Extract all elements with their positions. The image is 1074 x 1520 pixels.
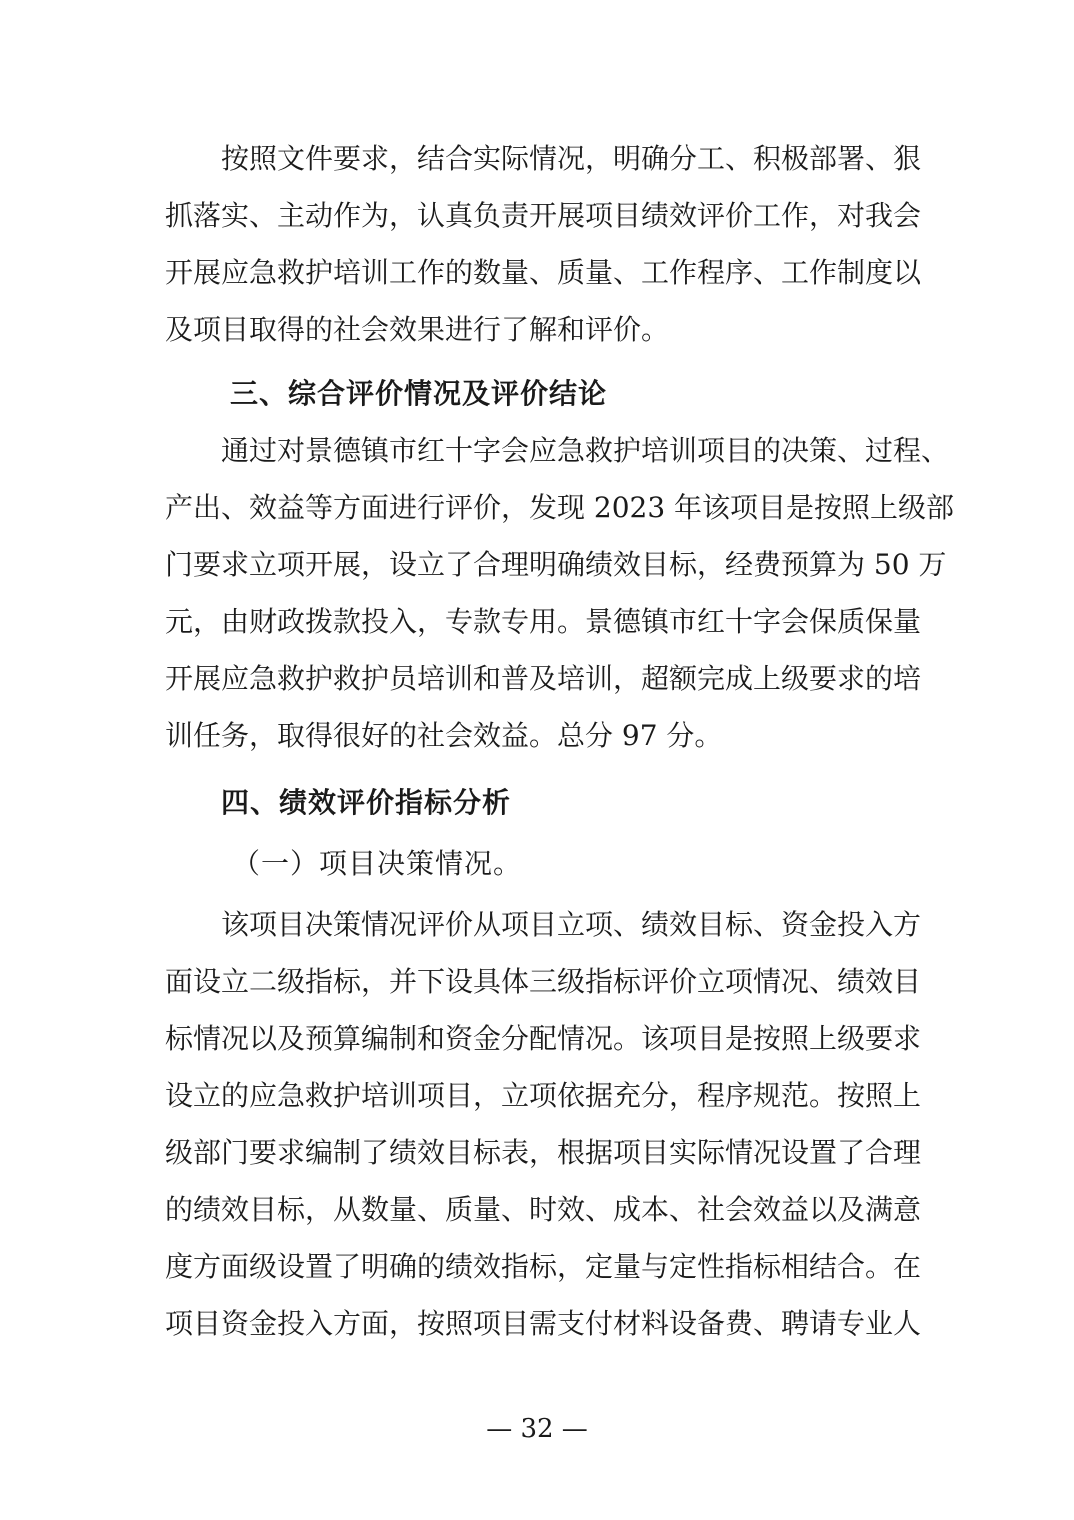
paragraph-line: 抓落实、主动作为，认真负责开展项目绩效评价工作，对我会 bbox=[165, 199, 922, 232]
paragraph-line: 该项目决策情况评价从项目立项、绩效目标、资金投入方 bbox=[221, 908, 922, 941]
paragraph-line: 项目资金投入方面，按照项目需支付材料设备费、聘请专业人 bbox=[165, 1307, 922, 1340]
page-number: — 32 — bbox=[486, 1414, 588, 1444]
paragraph-line: 产出、效益等方面进行评价，发现 2023 年该项目是按照上级部 bbox=[165, 491, 955, 524]
paragraph-line: 的绩效目标，从数量、质量、时效、成本、社会效益以及满意 bbox=[165, 1193, 922, 1226]
section-heading: 三、综合评价情况及评价结论 bbox=[230, 377, 608, 410]
subsection-heading: （一）项目决策情况。 bbox=[232, 847, 523, 880]
paragraph-line: 标情况以及预算编制和资金分配情况。该项目是按照上级要求 bbox=[165, 1022, 922, 1055]
paragraph-line: 训任务，取得很好的社会效益。总分 97 分。 bbox=[165, 719, 723, 752]
paragraph-line: 面设立二级指标，并下设具体三级指标评价立项情况、绩效目 bbox=[165, 965, 922, 998]
paragraph-line: 级部门要求编制了绩效目标表，根据项目实际情况设置了合理 bbox=[165, 1136, 922, 1169]
section-heading: 四、绩效评价指标分析 bbox=[221, 786, 512, 819]
paragraph-line: 及项目取得的社会效果进行了解和评价。 bbox=[165, 313, 670, 346]
paragraph-line: 开展应急救护救护员培训和普及培训，超额完成上级要求的培 bbox=[165, 662, 922, 695]
paragraph-line: 通过对景德镇市红十字会应急救护培训项目的决策、过程、 bbox=[221, 434, 950, 467]
paragraph-line: 度方面级设置了明确的绩效指标，定量与定性指标相结合。在 bbox=[165, 1250, 922, 1283]
paragraph-line: 门要求立项开展，设立了合理明确绩效目标，经费预算为 50 万 bbox=[165, 548, 947, 581]
paragraph-line: 设立的应急救护培训项目，立项依据充分，程序规范。按照上 bbox=[165, 1079, 922, 1112]
paragraph-line: 元，由财政拨款投入，专款专用。景德镇市红十字会保质保量 bbox=[165, 605, 922, 638]
paragraph-line: 按照文件要求，结合实际情况，明确分工、积极部署、狠 bbox=[221, 142, 922, 175]
paragraph-line: 开展应急救护培训工作的数量、质量、工作程序、工作制度以 bbox=[165, 256, 922, 289]
